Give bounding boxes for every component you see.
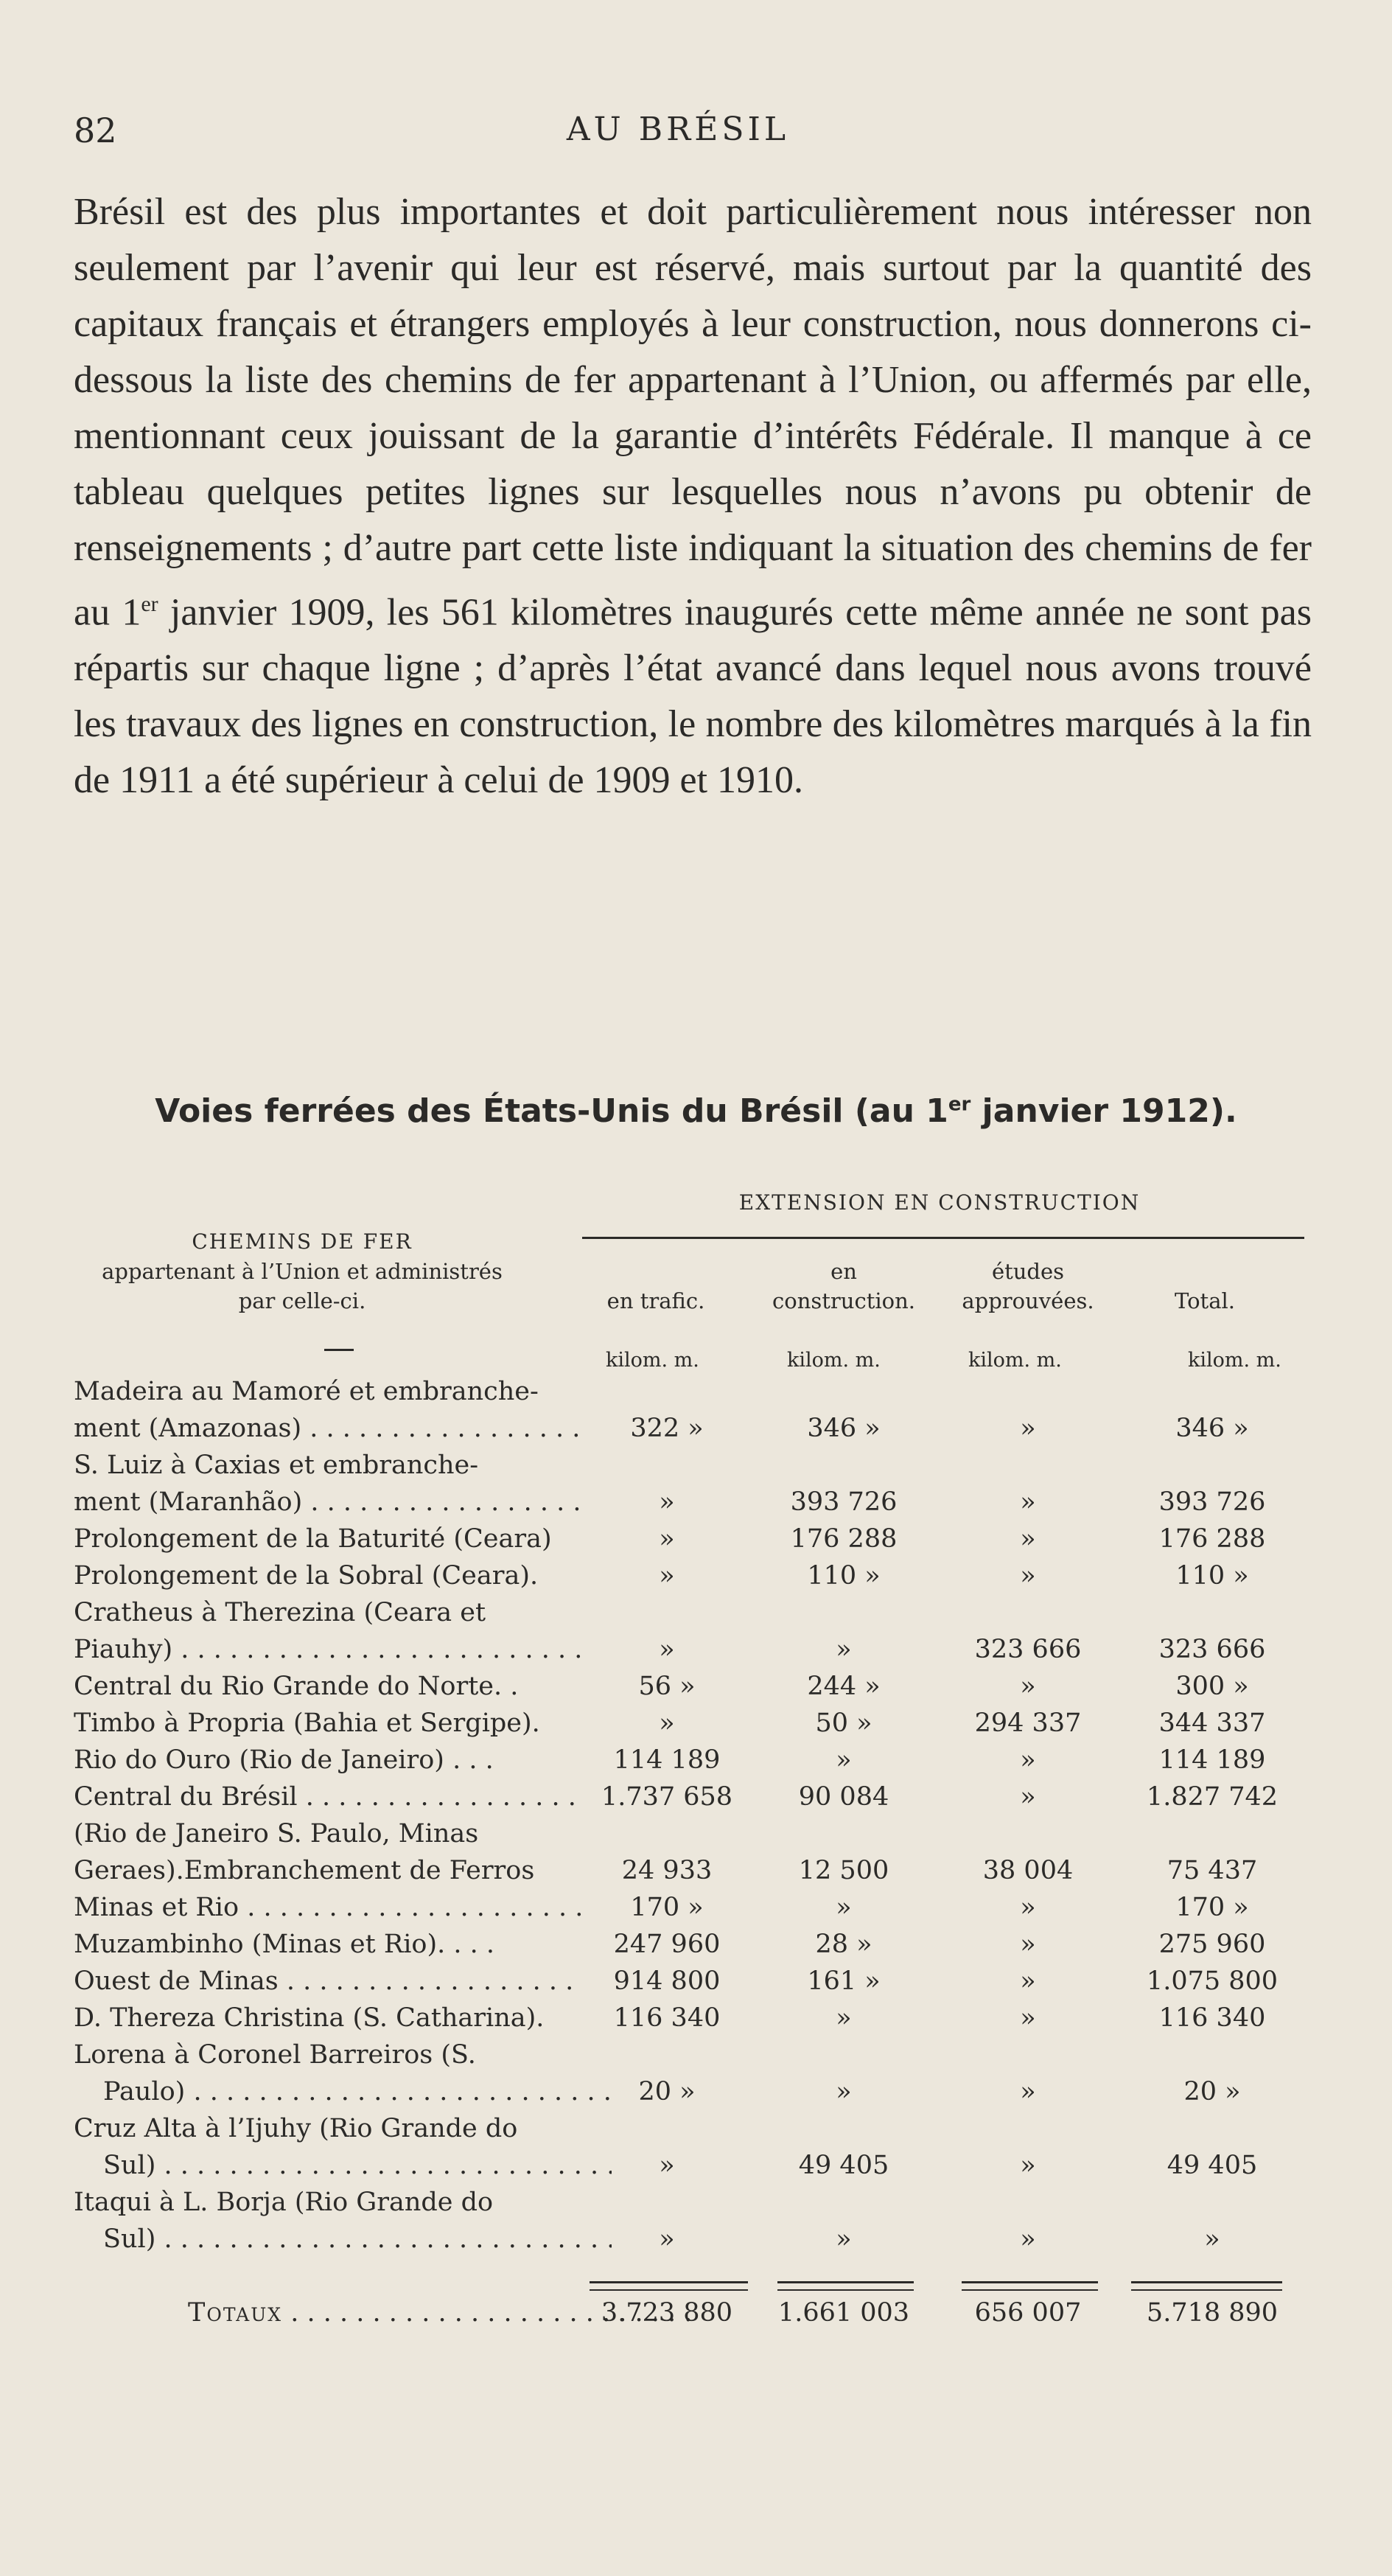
table-row: Itaqui à L. Borja (Rio Grande do <box>74 2188 494 2217</box>
extension-header: EXTENSION EN CONSTRUCTION <box>738 1190 1141 1215</box>
unit-total: kilom. m. <box>1188 1349 1281 1372</box>
table-row: Paulo) . . . 20 » » » 20 » <box>74 2077 1341 2114</box>
intro-sup: er <box>141 592 158 616</box>
totals-row: Totaux . . . 3.723 880 1.661 003 656 007 5.718 890 <box>74 2298 1341 2335</box>
total-rule-total <box>1131 2281 1282 2291</box>
table-row: Minas et Rio . . . 170 » » » 170 » <box>74 1893 1341 1930</box>
table-row: Sul) . . . » » » » <box>74 2224 1341 2261</box>
table-row: D. Thereza Christina (S. Catharina). 116 340 » » 116 340 <box>74 2003 1266 2033</box>
totals-label: Totaux <box>188 2298 283 2328</box>
table-row: Rio do Ouro (Rio de Janeiro) . . . 114 189 » » 114 189 <box>74 1745 1266 1775</box>
header-dash <box>324 1349 354 1351</box>
col-header-construction: en construction. <box>772 1259 915 1313</box>
category-header: CHEMINS DE FER appartenant à l’Union et administrés par celle-ci. <box>102 1229 503 1313</box>
table-row: Central du Brésil . . . 1.737 658 90 084 » 1.827 742 <box>74 1782 1341 1819</box>
col-header-etudes: études approuvées. <box>962 1259 1094 1313</box>
total-rule-construction <box>777 2281 914 2291</box>
unit-etudes: kilom. m. <box>968 1349 1062 1372</box>
table-title: Voies ferrées des États-Unis du Brésil (au 1er janvier 1912). <box>155 1092 1237 1130</box>
table-row: ment (Maranhão) . . . » 393 726 » 393 726 <box>74 1487 1341 1524</box>
table-row: (Rio de Janeiro S. Paulo, Minas <box>74 1819 479 1849</box>
table-row: Muzambinho (Minas et Rio). . . . 247 960 28 » » 275 960 <box>74 1930 1266 1959</box>
page-number: 82 <box>74 111 117 150</box>
table-row: S. Luiz à Caxias et embranche- <box>74 1451 479 1480</box>
intro-text-2: janvier 1909, les 561 kilomètres inaugurés cette même année ne sont pas répartis sur chaque ligne ; d’après l’état avancé dans lequel nous avons trouvé les travaux des lignes en construction, le nombre des kilomètres marqués à la fin de 1911 a été supérieur à celui de 1909 et 1910. <box>74 591 1312 802</box>
table-row: Piauhy) . . . » » 323 666 323 666 <box>74 1635 1341 1672</box>
running-title: AU BRÉSIL <box>566 111 790 148</box>
intro-text-1: Brésil est des plus importantes et doit particulièrement nous intéresser non seulement par l’avenir qui leur est réservé, mais surtout par la quantité des capitaux français et étrangers employés à leur construction, nous donnerons ci-dessous la liste des chemins de fer appartenant à l’Union, ou affermés par elle, mentionnant ceux jouissant de la garantie d’intérêts Fédérale. Il manque à ce tableau quelques petites lignes sur lesquelles nous n’avons pu obtenir de renseignements ; d’autre part cette liste indiquant la situation des chemins de fer au 1 <box>74 191 1312 634</box>
unit-construction: kilom. m. <box>787 1349 881 1372</box>
table-row: Cratheus à Therezina (Ceara et <box>74 1598 486 1627</box>
unit-trafic: kilom. m. <box>606 1349 699 1372</box>
intro-paragraph <box>74 184 1312 809</box>
total-rule-trafic <box>590 2281 748 2291</box>
table-row: Lorena à Coronel Barreiros (S. <box>74 2040 476 2070</box>
table-row: Prolongement de la Baturité (Ceara) » 176 288 » 176 288 <box>74 1524 1266 1554</box>
table-row: Central du Rio Grande do Norte. . 56 » 244 » » 300 » <box>74 1672 1249 1701</box>
col-header-total: Total. <box>1175 1288 1235 1313</box>
table-row: Geraes).Embranchement de Ferros 24 933 12 500 38 004 75 437 <box>74 1856 1258 1885</box>
table-row: Cruz Alta à l’Ijuhy (Rio Grande do <box>74 2114 518 2143</box>
table-row: Ouest de Minas . . . 914 800 161 » » 1.075 800 <box>74 1966 1341 2003</box>
table-row: ment (Amazonas) . . . 322 » 346 » » 346 » <box>74 1414 1341 1451</box>
table-row: Timbo à Propria (Bahia et Sergipe). » 50 » 294 337 344 337 <box>74 1708 1266 1738</box>
col-header-trafic: en trafic. <box>606 1288 705 1313</box>
table-row: Prolongement de la Sobral (Ceara). » 110 » » 110 » <box>74 1561 1249 1591</box>
table-row: Sul) . . . » 49 405 » 49 405 <box>74 2151 1341 2188</box>
extension-brace <box>582 1237 1304 1245</box>
table-row: Madeira au Mamoré et embranche- <box>74 1377 539 1406</box>
total-rule-etudes <box>962 2281 1098 2291</box>
running-head <box>74 111 1282 155</box>
